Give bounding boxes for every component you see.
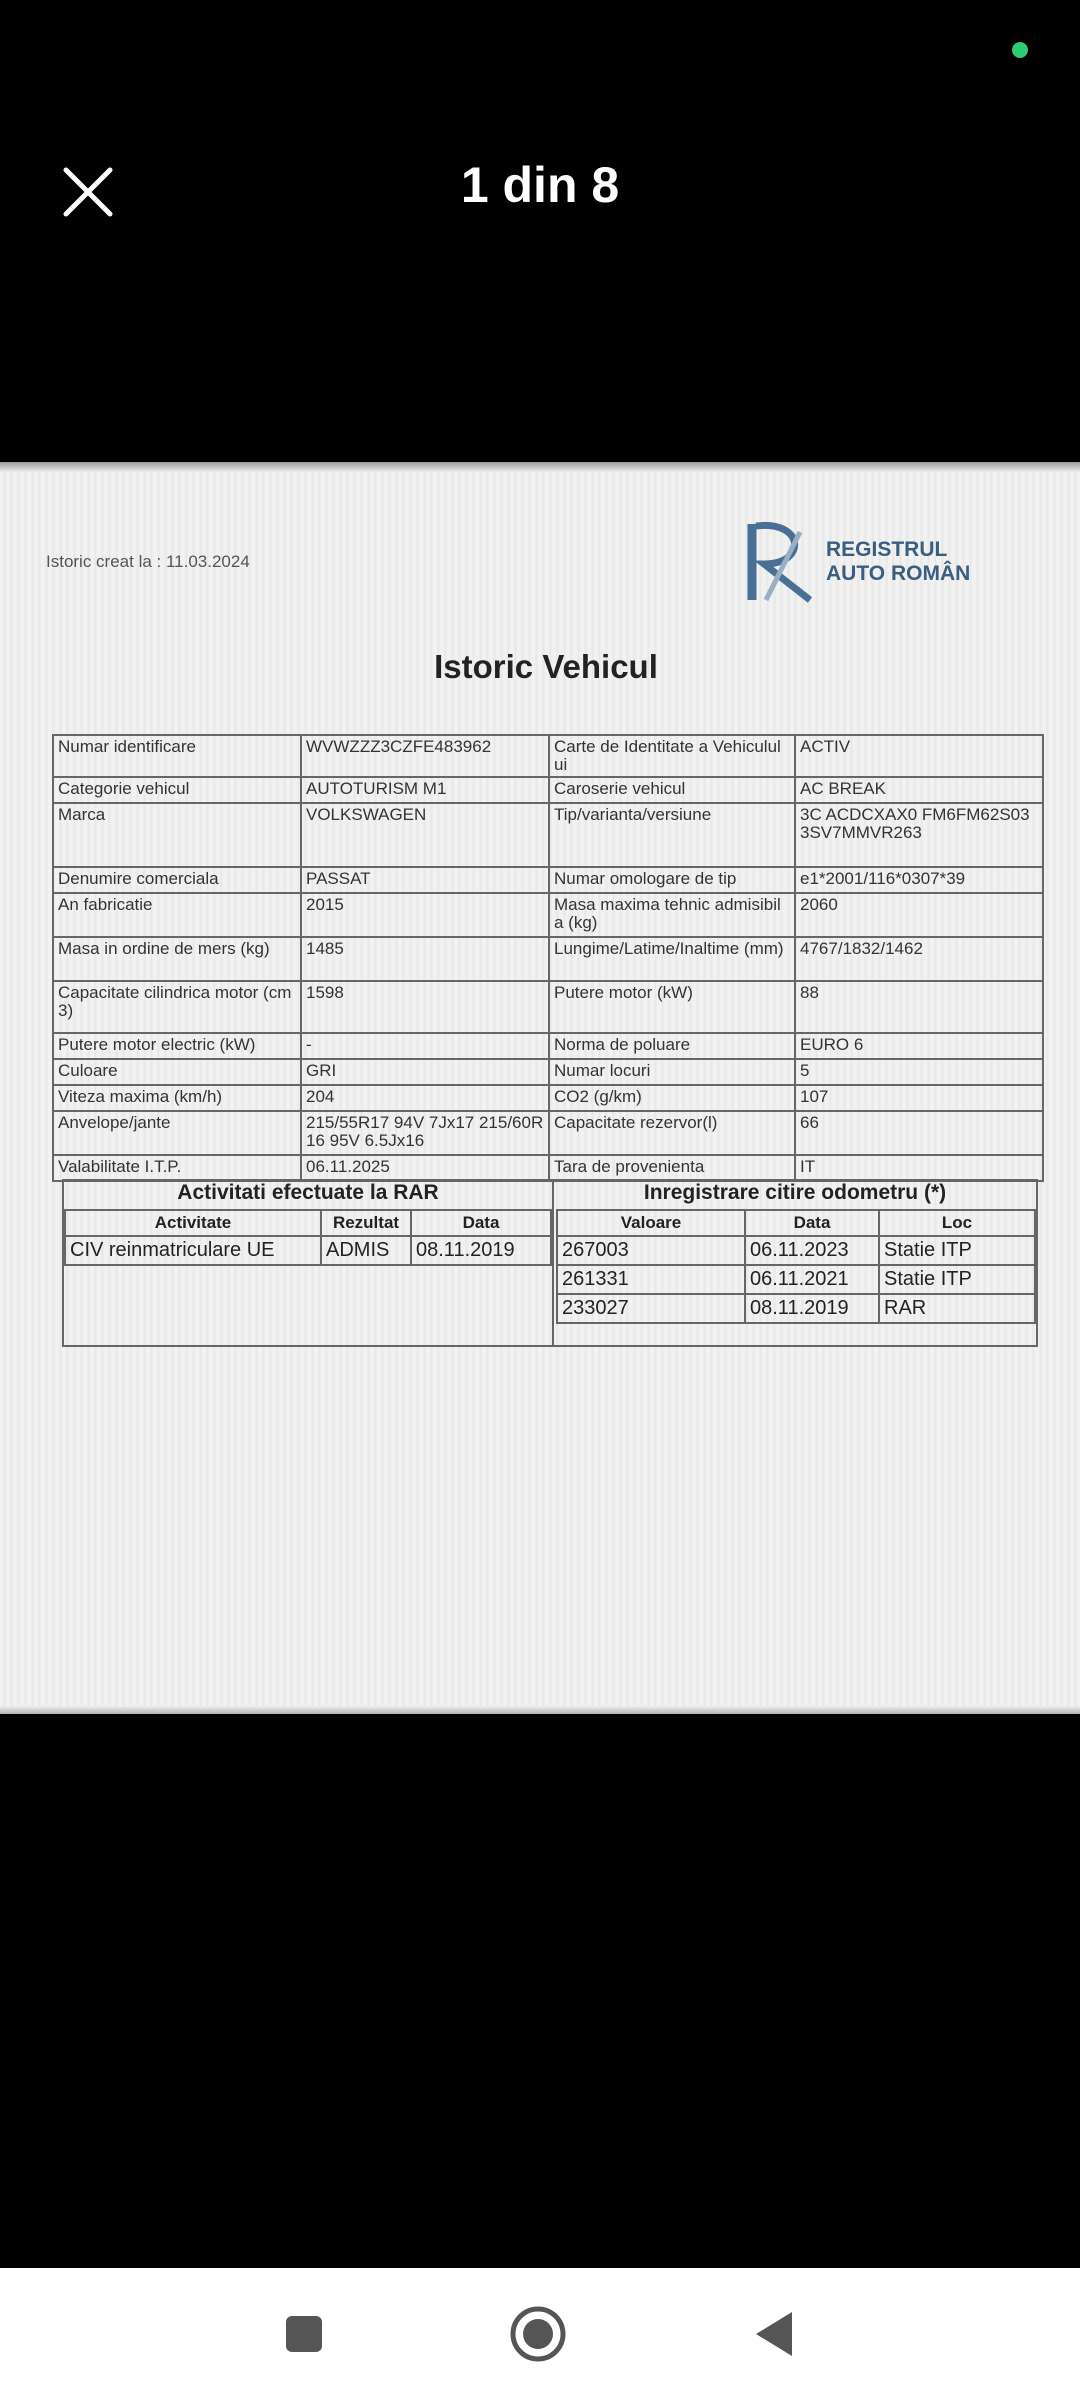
field-label: Masa maxima tehnic admisibila (kg) bbox=[549, 893, 795, 937]
field-value: 215/55R17 94V 7Jx17 215/60R16 95V 6.5Jx16 bbox=[301, 1111, 549, 1155]
field-label: Valabilitate I.T.P. bbox=[53, 1155, 301, 1181]
field-label: Marca bbox=[53, 803, 301, 867]
table-cell: RAR bbox=[879, 1294, 1035, 1323]
odometer-row bbox=[557, 1236, 1035, 1265]
home-button[interactable] bbox=[502, 2298, 574, 2370]
column-header: Activitate bbox=[65, 1210, 321, 1236]
image-counter: 1 din 8 bbox=[460, 157, 620, 213]
table-row bbox=[53, 1059, 1043, 1085]
column-header: Data bbox=[745, 1210, 879, 1236]
field-label: Caroserie vehicul bbox=[549, 777, 795, 803]
field-label: Carte de Identitate a Vehiculului bbox=[549, 735, 795, 777]
field-label: Norma de poluare bbox=[549, 1033, 795, 1059]
logo-line-2: AUTO ROMÂN bbox=[826, 562, 971, 585]
back-icon bbox=[752, 2310, 796, 2358]
recents-icon bbox=[284, 2314, 324, 2354]
field-value: GRI bbox=[301, 1059, 549, 1085]
table-cell: Statie ITP bbox=[879, 1236, 1035, 1265]
table-row bbox=[53, 1085, 1043, 1111]
field-value: ACTIV bbox=[795, 735, 1043, 777]
column-header: Rezultat bbox=[321, 1210, 411, 1236]
field-value: IT bbox=[795, 1155, 1043, 1181]
field-label: Numar locuri bbox=[549, 1059, 795, 1085]
field-label: Culoare bbox=[53, 1059, 301, 1085]
field-value: 88 bbox=[795, 981, 1043, 1033]
field-value: EURO 6 bbox=[795, 1033, 1043, 1059]
table-cell: 261331 bbox=[557, 1265, 745, 1294]
field-value: WVWZZZ3CZFE483962 bbox=[301, 735, 549, 777]
vehicle-details-table bbox=[52, 734, 1044, 1182]
status-indicator-dot bbox=[1012, 42, 1028, 58]
created-date: Istoric creat la : 11.03.2024 bbox=[46, 552, 250, 571]
table-cell: 267003 bbox=[557, 1236, 745, 1265]
field-value: PASSAT bbox=[301, 867, 549, 893]
table-row bbox=[53, 1033, 1043, 1059]
table-cell: 06.11.2023 bbox=[745, 1236, 879, 1265]
back-button[interactable] bbox=[738, 2298, 810, 2370]
table-row bbox=[53, 981, 1043, 1033]
recents-button[interactable] bbox=[268, 2298, 340, 2370]
rar-activities-title: Activitati efectuate la RAR bbox=[177, 1181, 439, 1204]
table-row bbox=[53, 803, 1043, 867]
field-value: 2015 bbox=[301, 893, 549, 937]
photo-edge-bottom bbox=[0, 1706, 1080, 1714]
field-value: 1485 bbox=[301, 937, 549, 981]
field-label: Tara de provenienta bbox=[549, 1155, 795, 1181]
odometer-row bbox=[557, 1294, 1035, 1323]
field-label: An fabricatie bbox=[53, 893, 301, 937]
field-value: e1*2001/116*0307*39 bbox=[795, 867, 1043, 893]
field-value: VOLKSWAGEN bbox=[301, 803, 549, 867]
field-value: 2060 bbox=[795, 893, 1043, 937]
section-divider bbox=[552, 1181, 554, 1345]
field-label: Capacitate rezervor(l) bbox=[549, 1111, 795, 1155]
field-label: Numar identificare bbox=[53, 735, 301, 777]
navigation-bar bbox=[0, 2268, 1080, 2400]
document-photo[interactable] bbox=[0, 462, 1080, 1714]
table-cell: Statie ITP bbox=[879, 1265, 1035, 1294]
table-row bbox=[53, 1155, 1043, 1181]
document-title: Istoric Vehicul bbox=[434, 648, 658, 685]
field-value: 06.11.2025 bbox=[301, 1155, 549, 1181]
field-value: AUTOTURISM M1 bbox=[301, 777, 549, 803]
field-value: 204 bbox=[301, 1085, 549, 1111]
field-label: Masa in ordine de mers (kg) bbox=[53, 937, 301, 981]
field-label: Categorie vehicul bbox=[53, 777, 301, 803]
field-label: Denumire comerciala bbox=[53, 867, 301, 893]
photo-edge-shadow bbox=[0, 462, 1080, 472]
field-label: CO2 (g/km) bbox=[549, 1085, 795, 1111]
field-label: Capacitate cilindrica motor (cm3) bbox=[53, 981, 301, 1033]
column-header: Data bbox=[411, 1210, 551, 1236]
table-cell: 233027 bbox=[557, 1294, 745, 1323]
field-value: - bbox=[301, 1033, 549, 1059]
field-value: 4767/1832/1462 bbox=[795, 937, 1043, 981]
rar-activities-table bbox=[64, 1209, 552, 1266]
home-icon bbox=[509, 2305, 567, 2363]
field-label: Numar omologare de tip bbox=[549, 867, 795, 893]
odometer-row bbox=[557, 1265, 1035, 1294]
table-cell: 08.11.2019 bbox=[411, 1236, 551, 1265]
table-row bbox=[53, 777, 1043, 803]
odometer-title: Inregistrare citire odometru (*) bbox=[643, 1181, 947, 1204]
odometer-table bbox=[556, 1209, 1036, 1324]
table-cell: 08.11.2019 bbox=[745, 1294, 879, 1323]
activities-odometer-section bbox=[62, 1179, 1038, 1347]
column-header: Loc bbox=[879, 1210, 1035, 1236]
table-row bbox=[53, 867, 1043, 893]
rar-logo-icon bbox=[746, 520, 820, 604]
field-label: Tip/varianta/versiune bbox=[549, 803, 795, 867]
column-header: Valoare bbox=[557, 1210, 745, 1236]
field-value: 107 bbox=[795, 1085, 1043, 1111]
rar-activity-row bbox=[65, 1236, 551, 1265]
field-label: Putere motor (kW) bbox=[549, 981, 795, 1033]
table-row bbox=[53, 735, 1043, 777]
table-cell: ADMIS bbox=[321, 1236, 411, 1265]
field-value: AC BREAK bbox=[795, 777, 1043, 803]
field-label: Viteza maxima (km/h) bbox=[53, 1085, 301, 1111]
field-label: Anvelope/jante bbox=[53, 1111, 301, 1155]
table-row bbox=[53, 937, 1043, 981]
field-value: 5 bbox=[795, 1059, 1043, 1085]
field-label: Lungime/Latime/Inaltime (mm) bbox=[549, 937, 795, 981]
table-row bbox=[53, 1111, 1043, 1155]
logo-line-1: REGISTRUL bbox=[826, 538, 948, 561]
field-value: 66 bbox=[795, 1111, 1043, 1155]
field-value: 3C ACDCXAX0 FM6FM62S033SV7MMVR263 bbox=[795, 803, 1043, 867]
rar-logo bbox=[746, 520, 970, 604]
field-label: Putere motor electric (kW) bbox=[53, 1033, 301, 1059]
table-cell: 06.11.2021 bbox=[745, 1265, 879, 1294]
table-row bbox=[53, 893, 1043, 937]
field-value: 1598 bbox=[301, 981, 549, 1033]
table-cell: CIV reinmatriculare UE bbox=[65, 1236, 321, 1265]
